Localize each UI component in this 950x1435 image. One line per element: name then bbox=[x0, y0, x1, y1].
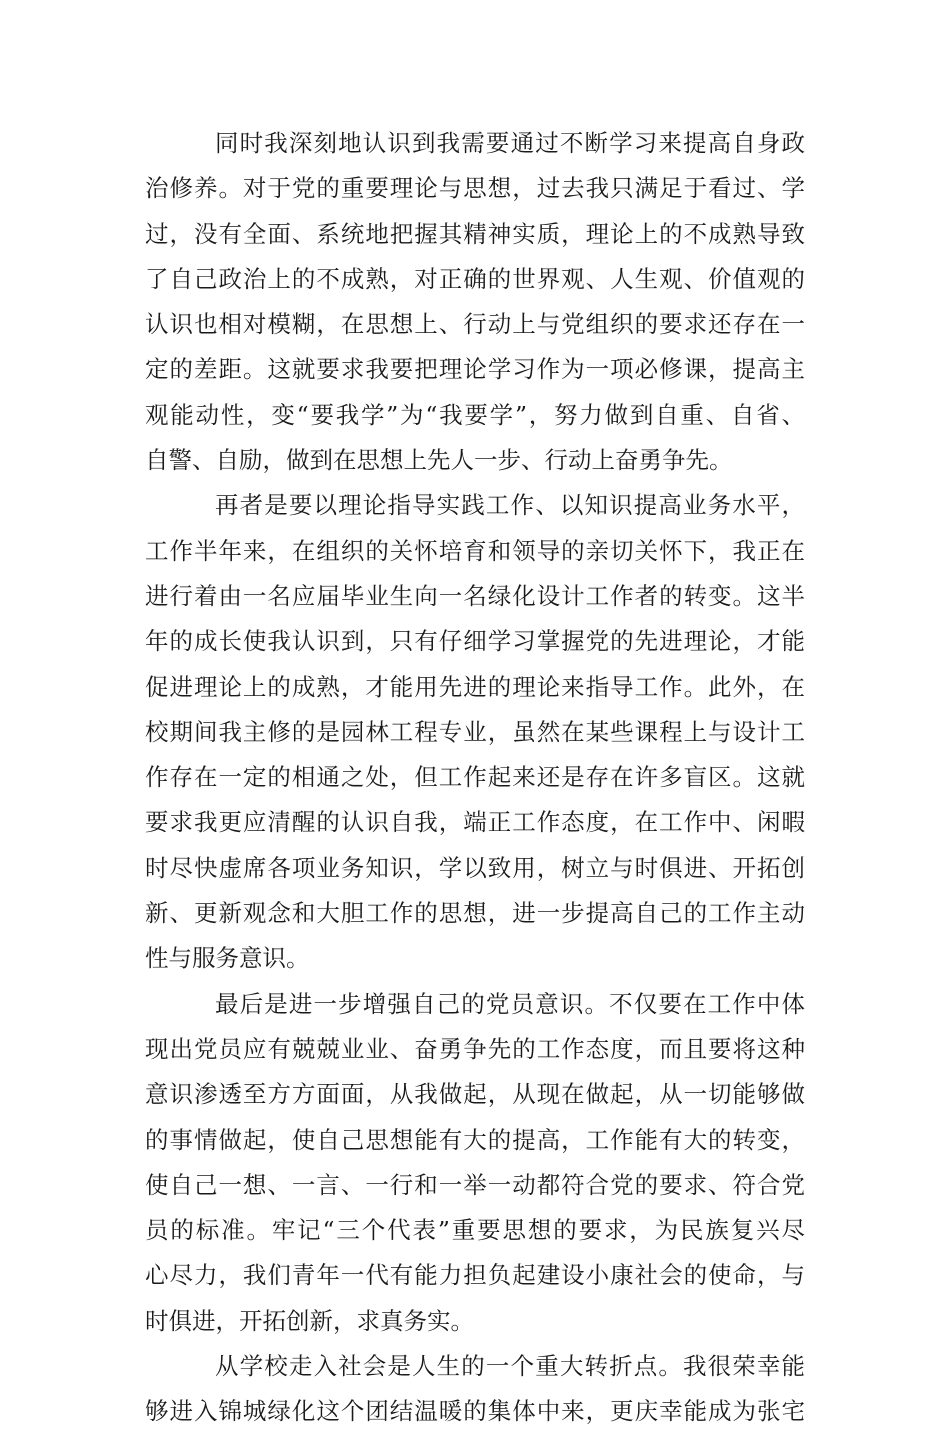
text-line: 现出党员应有兢兢业业、奋勇争先的工作态度，而且要将这种 bbox=[145, 1034, 805, 1063]
text-line: 最后是进一步增强自己的党员意识。不仅要在工作中体 bbox=[215, 989, 805, 1018]
text-line: 时尽快虚席各项业务知识，学以致用，树立与时俱进、开拓创 bbox=[145, 853, 805, 882]
text-line: 校期间我主修的是园林工程专业，虽然在某些课程上与设计工 bbox=[145, 717, 805, 746]
text-line: 性与服务意识。 bbox=[145, 944, 310, 973]
text-line: 工作半年来，在组织的关怀培育和领导的亲切关怀下，我正在 bbox=[145, 536, 805, 565]
text-line: 时俱进，开拓创新，求真务实。 bbox=[145, 1306, 474, 1335]
text-line: 再者是要以理论指导实践工作、以知识提高业务水平， bbox=[215, 491, 805, 520]
text-line: 定的差距。这就要求我要把理论学习作为一项必修课，提高主 bbox=[145, 355, 805, 384]
text-line: 作存在一定的相通之处，但工作起来还是存在许多盲区。这就 bbox=[145, 763, 805, 792]
text-line: 的事情做起，使自己思想能有大的提高，工作能有大的转变， bbox=[145, 1125, 805, 1154]
text-line: 同时我深刻地认识到我需要通过不断学习来提高自身政 bbox=[215, 129, 805, 157]
text-line: 够进入锦城绿化这个团结温暖的集体中来，更庆幸能成为张宅 bbox=[145, 1397, 805, 1426]
text-line: 过，没有全面、系统地把握其精神实质，理论上的不成熟导致 bbox=[145, 219, 805, 248]
text-line: 要求我更应清醒的认识自我，端正工作态度，在工作中、闲暇 bbox=[145, 808, 805, 837]
text-line: 年的成长使我认识到，只有仔细学习掌握党的先进理论，才能 bbox=[145, 627, 805, 656]
text-line: 了自己政治上的不成熟，对正确的世界观、人生观、价值观的 bbox=[145, 264, 805, 293]
text-line: 治修养。对于党的重要理论与思想，过去我只满足于看过、学 bbox=[145, 174, 805, 203]
text-line: 观能动性，变“要我学”为“我要学”，努力做到自重、自省、 bbox=[145, 400, 805, 429]
document-body bbox=[145, 121, 805, 1435]
text-line: 认识也相对模糊，在思想上、行动上与党组织的要求还存在一 bbox=[145, 310, 805, 339]
text-line: 使自己一想、一言、一行和一举一动都符合党的要求、符合党 bbox=[145, 1170, 805, 1199]
text-line: 进行着由一名应届毕业生向一名绿化设计工作者的转变。这半 bbox=[145, 581, 805, 610]
text-line: 员的标准。牢记“三个代表”重要思想的要求，为民族复兴尽 bbox=[145, 1216, 805, 1245]
text-line: 心尽力，我们青年一代有能力担负起建设小康社会的使命，与 bbox=[145, 1261, 805, 1290]
text-line: 新、更新观念和大胆工作的思想，进一步提高自己的工作主动 bbox=[145, 899, 805, 928]
text-line: 自警、自励，做到在思想上先人一步、行动上奋勇争先。 bbox=[145, 446, 733, 475]
text-line: 促进理论上的成熟，才能用先进的理论来指导工作。此外，在 bbox=[145, 672, 805, 701]
text-line: 从学校走入社会是人生的一个重大转折点。我很荣幸能 bbox=[215, 1352, 805, 1381]
text-line: 意识渗透至方方面面，从我做起，从现在做起，从一切能够做 bbox=[145, 1080, 805, 1109]
